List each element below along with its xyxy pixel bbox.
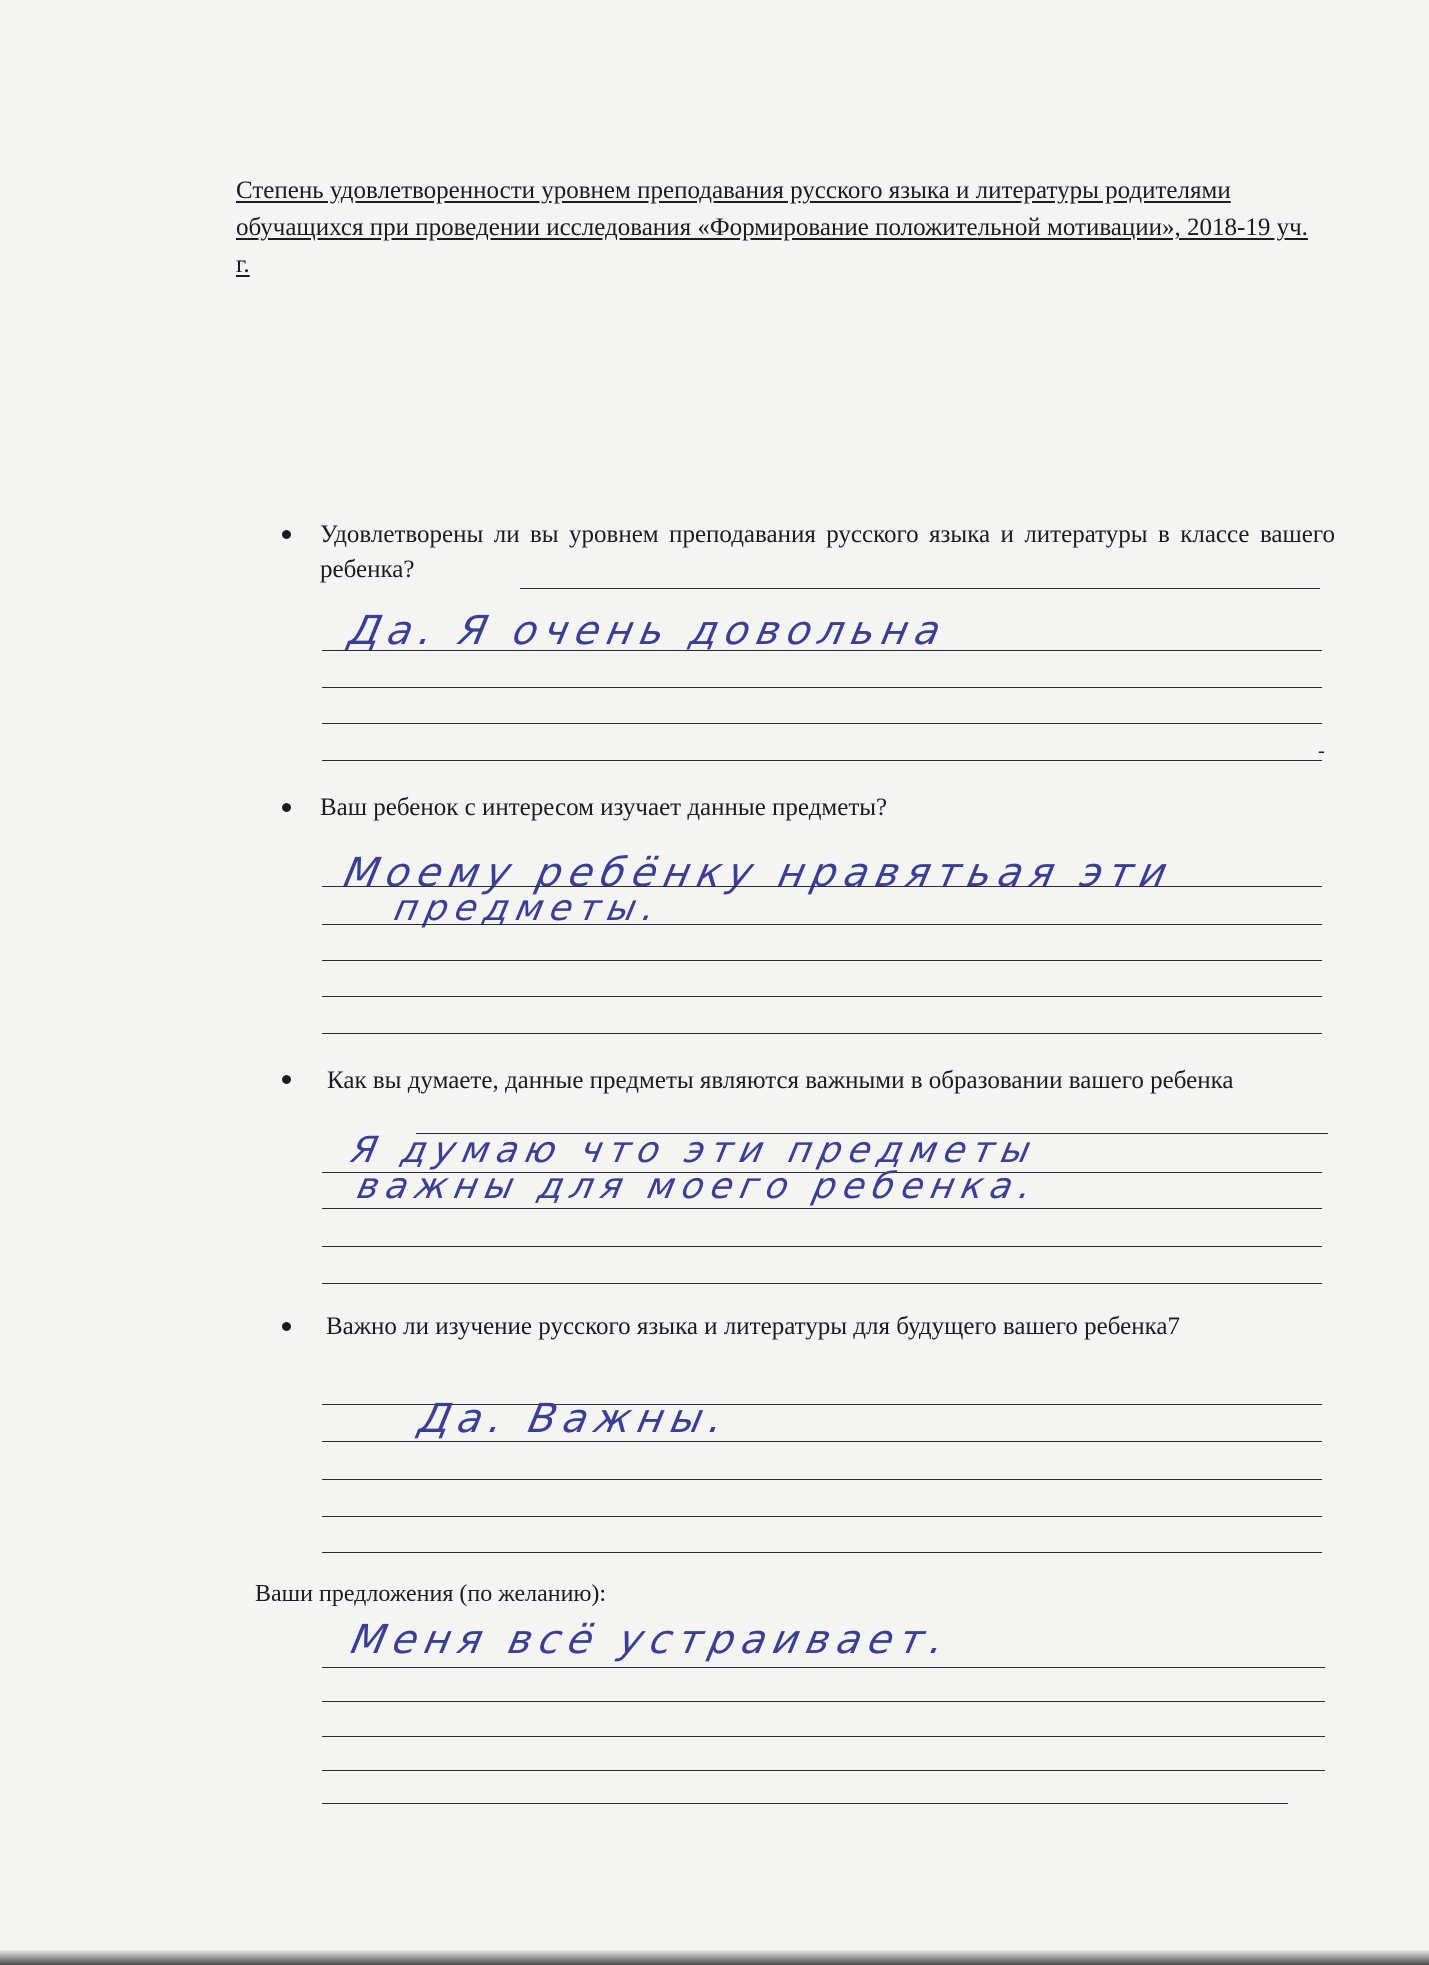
answer-line (322, 1208, 1322, 1209)
question-3-answer-line-1: Я думаю что эти предметы (347, 1130, 1042, 1171)
bullet (282, 1075, 291, 1084)
question-2-answer-line-2: предметы. (390, 888, 666, 929)
bullet (282, 1322, 291, 1331)
answer-line (322, 1770, 1325, 1771)
answer-line (322, 1033, 1322, 1034)
answer-line (322, 996, 1322, 997)
answer-line (322, 960, 1322, 961)
answer-line (322, 1441, 1322, 1442)
scan-bottom-edge (0, 1950, 1429, 1965)
proposals-label: Ваши предложения (по желанию): (255, 1581, 607, 1607)
answer-line (322, 924, 1322, 925)
question-1: Удовлетворены ли вы уровнем преподавания русского языка и литературы в классе вашего ребенка? (320, 521, 1335, 583)
bullet (282, 530, 291, 539)
document-title: Степень удовлетворенности уровнем преподавания русского языка и литературы родителями обучащихся при проведении исследования «Формирование положительной мотивации», 2018-19 уч. г. (236, 177, 1308, 278)
bullet (282, 803, 291, 812)
question-3-answer-line-2: важны для моего ребенка. (353, 1166, 1043, 1207)
answer-line (322, 1479, 1322, 1480)
answer-line (322, 1803, 1288, 1804)
answer-line (322, 1246, 1322, 1247)
answer-line (322, 1283, 1322, 1284)
answer-line (322, 1701, 1325, 1702)
question-3: Как вы думаете, данные предметы являются важными в образовании вашего ребенка (327, 1067, 1234, 1094)
answer-line (322, 886, 1322, 887)
answer-line (322, 760, 1322, 761)
answer-line (322, 1516, 1322, 1517)
stray-mark: - (1318, 740, 1325, 762)
answer-line (322, 687, 1322, 688)
proposals-answer: Меня всё устраивает. (347, 1617, 956, 1663)
answer-line (322, 1552, 1322, 1553)
answer-line (322, 650, 1322, 651)
answer-line (322, 1736, 1325, 1737)
question-4-answer-line-1: Да. Важны. (415, 1396, 735, 1442)
question-2-answer-line-1: Моему ребёнку нравятьая эти (340, 850, 1179, 896)
question-1-blank-line (520, 588, 1320, 589)
answer-line (322, 1667, 1325, 1668)
question-4: Важно ли изучение русского языка и литературы для будущего вашего ребенка7 (326, 1313, 1180, 1340)
question-1-answer-line-1: Да. Я очень довольна (345, 608, 952, 654)
answer-line (322, 723, 1322, 724)
question-2: Ваш ребенок с интересом изучает данные предметы? (320, 794, 888, 821)
